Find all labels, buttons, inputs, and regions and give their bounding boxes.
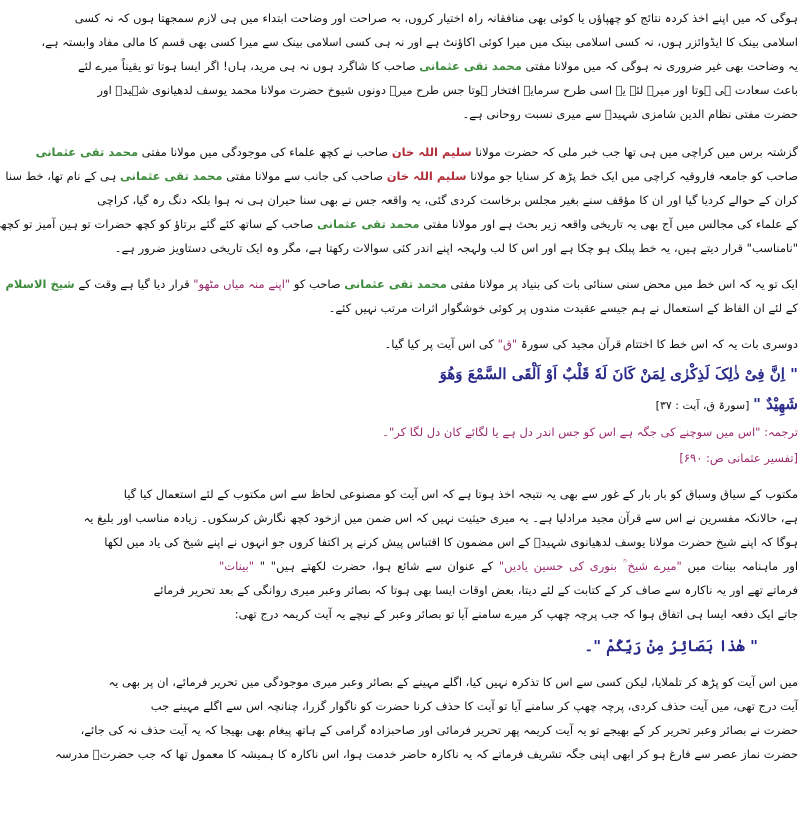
text-segment: اور ماہنامہ بینات میں: [687, 559, 799, 573]
reference-line: [219, 446, 798, 470]
text-segment: گزشتہ برس میں کراچی میں ہی تھا جب خبر ملی کہ حضرت مولانا: [475, 145, 798, 159]
text-line: باعث سعادت ہی ہوتا اور میرے لئے یہ اسی طرح سرمایہ افتخار ہوتا جس طرح میرے دونوں شیوخ حضرت مولانا محمد یوسف لدھیانوی شہیدؒ اور: [97, 83, 798, 97]
text-segment: کے لئے ان الفاظ کے استعمال نے ہم جیسے عقیدت مندوں پر کوئی خوشگوار اثرات مرتب نہیں کئے۔: [328, 301, 798, 315]
name-highlight: محمد تقی عثمانی: [344, 277, 447, 291]
ayah-line: [219, 360, 798, 388]
text-line: حضرت مفتی نظام الدین شامزی شہیدؒ سے میری نسبت روحانی ہے۔: [462, 107, 798, 121]
text-line: میں اس آیت کو پڑھ کر تلملایا، لیکن کسی سے اس کا تذکرہ نہیں کیا، اگلے مہینے کے بصائر وعبر میری موجودگی میں تحریر فرمائے، ان پر بھی یہ: [108, 675, 798, 689]
name-highlight: سلیم اللہ خان: [391, 145, 472, 159]
name-highlight: محمد تقی عثمانی: [419, 59, 522, 73]
text-line: ہے، حالانکہ مفسرین نے اس سے قرآن مجید مرادلیا ہے۔ یہ میری حیثیت نہیں کہ اس ضمن میں ازخود کچھ نگارش کرسکوں۔ زیادہ مناسب اور بلیغ یہ: [83, 511, 798, 525]
name-highlight: سلیم اللہ خان: [386, 169, 467, 183]
text-segment: کے علماء کی مجالس میں آج بھی یہ تاریخی واقعہ زیر بحث ہے اور مولانا مفتی: [423, 217, 798, 231]
text-segment: ہی کے نام تھا، خط سنا: [5, 169, 117, 183]
text-segment: صاحب کو: [293, 277, 341, 291]
text-segment: ایک تو یہ کہ اس خط میں محض سنی سنائی بات کی بنیاد پر مولانا مفتی: [450, 277, 798, 291]
journal-name: "بینات": [219, 559, 255, 573]
name-highlight: محمد تقی عثمانی: [317, 217, 420, 231]
text-line: [5, 164, 798, 188]
text-line: اسلامی بینک کا ایڈوائزر ہوں، نہ کسی اسلامی بینک میں میرا کوئی اکاؤنٹ ہے اور نہ ہی کسی اسلامی بینک سے میرا کسی بھی قسم کا مالی مفاد وابستہ ہے،: [41, 35, 798, 49]
text-line: [5, 272, 798, 296]
text-segment: صاحب کو جامعہ فاروقیہ کراچی میں ایک خط پڑھ کر سنایا جو مولانا: [470, 169, 798, 183]
text-line: [0, 212, 798, 236]
ayah-line: [219, 390, 798, 418]
text-line: ہوگا کہ اپنے شیخ حضرت مولانا یوسف لدھیانوی شہیدؒ کے اس مضمون کا اقتباس پیش کرنے پر اکتفا کروں جو انہوں نے اپنے شیخ کی یاد میں لکھا: [104, 535, 798, 549]
quote-highlight: "ق": [497, 337, 518, 351]
text-line: ہوگی کہ میں اپنے اخذ کردہ نتائج کو چھپاؤں یا کوئی بھی منافقانہ راہ اختیار کروں، بہ صراحت اور وضاحت ابتداء میں ہی لازم سمجھتا ہوں کہ نہ کسی: [74, 11, 798, 25]
text-segment: دوسری بات یہ کہ اس خط کا اختتام قرآن مجید کی سورۃ: [520, 337, 798, 351]
text-line: جاتے ایک دفعہ ایسا ہی اتفاق ہوا کہ جب پرچہ چھپ کر میرے سامنے آیا تو بصائر وعبر کے نیچے یہ آیت کریمہ درج تھی:: [234, 607, 798, 621]
text-line: "نامناسب" قرار دیتے ہیں، یہ خط پبلک ہو چکا ہے اور اس کا لب ولہجہ اپنے اندر کئی سوالات رکھتا ہے، مگر وہ ایک تاریخی دستاویز ضرور ہے۔: [114, 241, 798, 255]
text-line: کران کے حوالے کردیا گیا اور ان کا مؤقف سنے بغیر مجلس برخاست کردی گئی، یہ واقعہ جس نے بھی سنا حیران ہی نہ ہوا بلکہ دنگ رہ گیا، کراچی: [97, 193, 798, 207]
translation-line: [219, 420, 798, 444]
text-line: [35, 140, 798, 164]
quran-ayah: شَهِیْدٌ ": [753, 395, 798, 413]
text-line: [77, 54, 798, 78]
text-segment: صاحب کا شاگرد ہوں نہ ہی مرید، ہاں! اگر ایسا ہوتا تو یقیناً میرے لئے: [77, 59, 416, 73]
text-line: آیت درج تھی، میں آیت حذف کردی، پرچہ چھپ کر سامنے آیا تو آیت کا حذف کرنا حضرت کو ناگوار گزرا، چنانچہ اس سے اگلے مہینے جب: [150, 699, 798, 713]
title-highlight: شیخ الاسلام: [5, 277, 75, 291]
text-segment: یہ وضاحت بھی غیر ضروری نہ ہوگی کہ میں مولانا مفتی: [525, 59, 798, 73]
name-highlight: محمد تقی عثمانی: [120, 169, 223, 183]
tafseer-reference: [تفسیر عثمانی ص: ۶۹۰]: [679, 451, 798, 465]
quran-ayah: " هٰذا بَصَائِرُ مِنْ رَبِّکُمْ "۔: [584, 637, 758, 655]
text-segment: ": [259, 559, 266, 573]
name-highlight: محمد تقی عثمانی: [35, 145, 139, 159]
text-line: [219, 554, 798, 578]
translation: ترجمہ: "اس میں سوچنے کی جگہ ہے اس کو جس اندر دل ہے یا لگائے کان دل لگا کر"۔: [382, 425, 798, 439]
text-line: [219, 296, 798, 320]
quote-highlight: "اپنے منہ میاں مٹھو": [193, 277, 291, 291]
article-title: "میرے شیخ ؒ بنوری کی حسین یادیں": [498, 559, 682, 573]
text-line: فرماتے تھے اور یہ ناکارہ سے صاف کر کے کتابت کے لئے دیتا، بعض اوقات ایسا بھی ہوتا کہ بصائر وعبر میری روانگی کے بعد تحریر فرمائے: [153, 583, 798, 597]
ayah-line: [219, 632, 798, 660]
text-line: [219, 332, 798, 356]
ayah-reference: [سورۃ ق، آیت : ۳۷]: [655, 399, 750, 412]
text-segment: کی اس آیت پر کیا گیا۔: [384, 337, 494, 351]
text-line: حضرت نے بصائر وعبر تحریر کر کے بھیجے تو یہ آیت کریمہ پھر تحریر فرمائی اور صاحبزادہ گرامی کے ہاتھ پیغام بھی بھیجا کہ یہ آیت حذف نہ کی جائے،: [80, 723, 798, 737]
text-segment: صاحب کے ساتھ کئے گئے برتاؤ کو کچھ حضرات تو ہین آمیز تو کچھ: [0, 217, 314, 231]
text-segment: کے عنوان سے شائع ہوا، حضرت لکھتے ہیں": [270, 559, 494, 573]
text-segment: صاحب نے کچھ علماء کی موجودگی میں مولانا مفتی: [141, 145, 389, 159]
text-line: حضرت نماز عصر سے فارغ ہو کر ابھی اپنی جگہ تشریف فرماتے کہ یہ ناکارہ حاضر خدمت ہوا، اس ناکارہ کا ہمیشہ کا معمول تھا کہ جب حضرتؒ مدرسہ: [55, 747, 798, 761]
quran-ayah: " اِنَّ فِیْ ذٰلِکَ لَذِکْرٰی لِمَنْ کَانَ لَهٗ قَلْبٌ اَوْ اَلْقَی السَّمْعَ وَهُوَ: [439, 365, 798, 383]
text-segment: قرار دیا گیا ہے وقت کے: [78, 277, 190, 291]
text-line: مکتوب کے سیاق وسباق کو بار بار کے غور سے بھی یہ نتیجہ اخذ ہوتا ہے کہ اس آیت کو مصنوعی لحاظ سے اس مکتوب کے لئے استعمال کیا گیا: [123, 487, 798, 501]
text-segment: صاحب کی جانب سے مولانا مفتی: [226, 169, 384, 183]
